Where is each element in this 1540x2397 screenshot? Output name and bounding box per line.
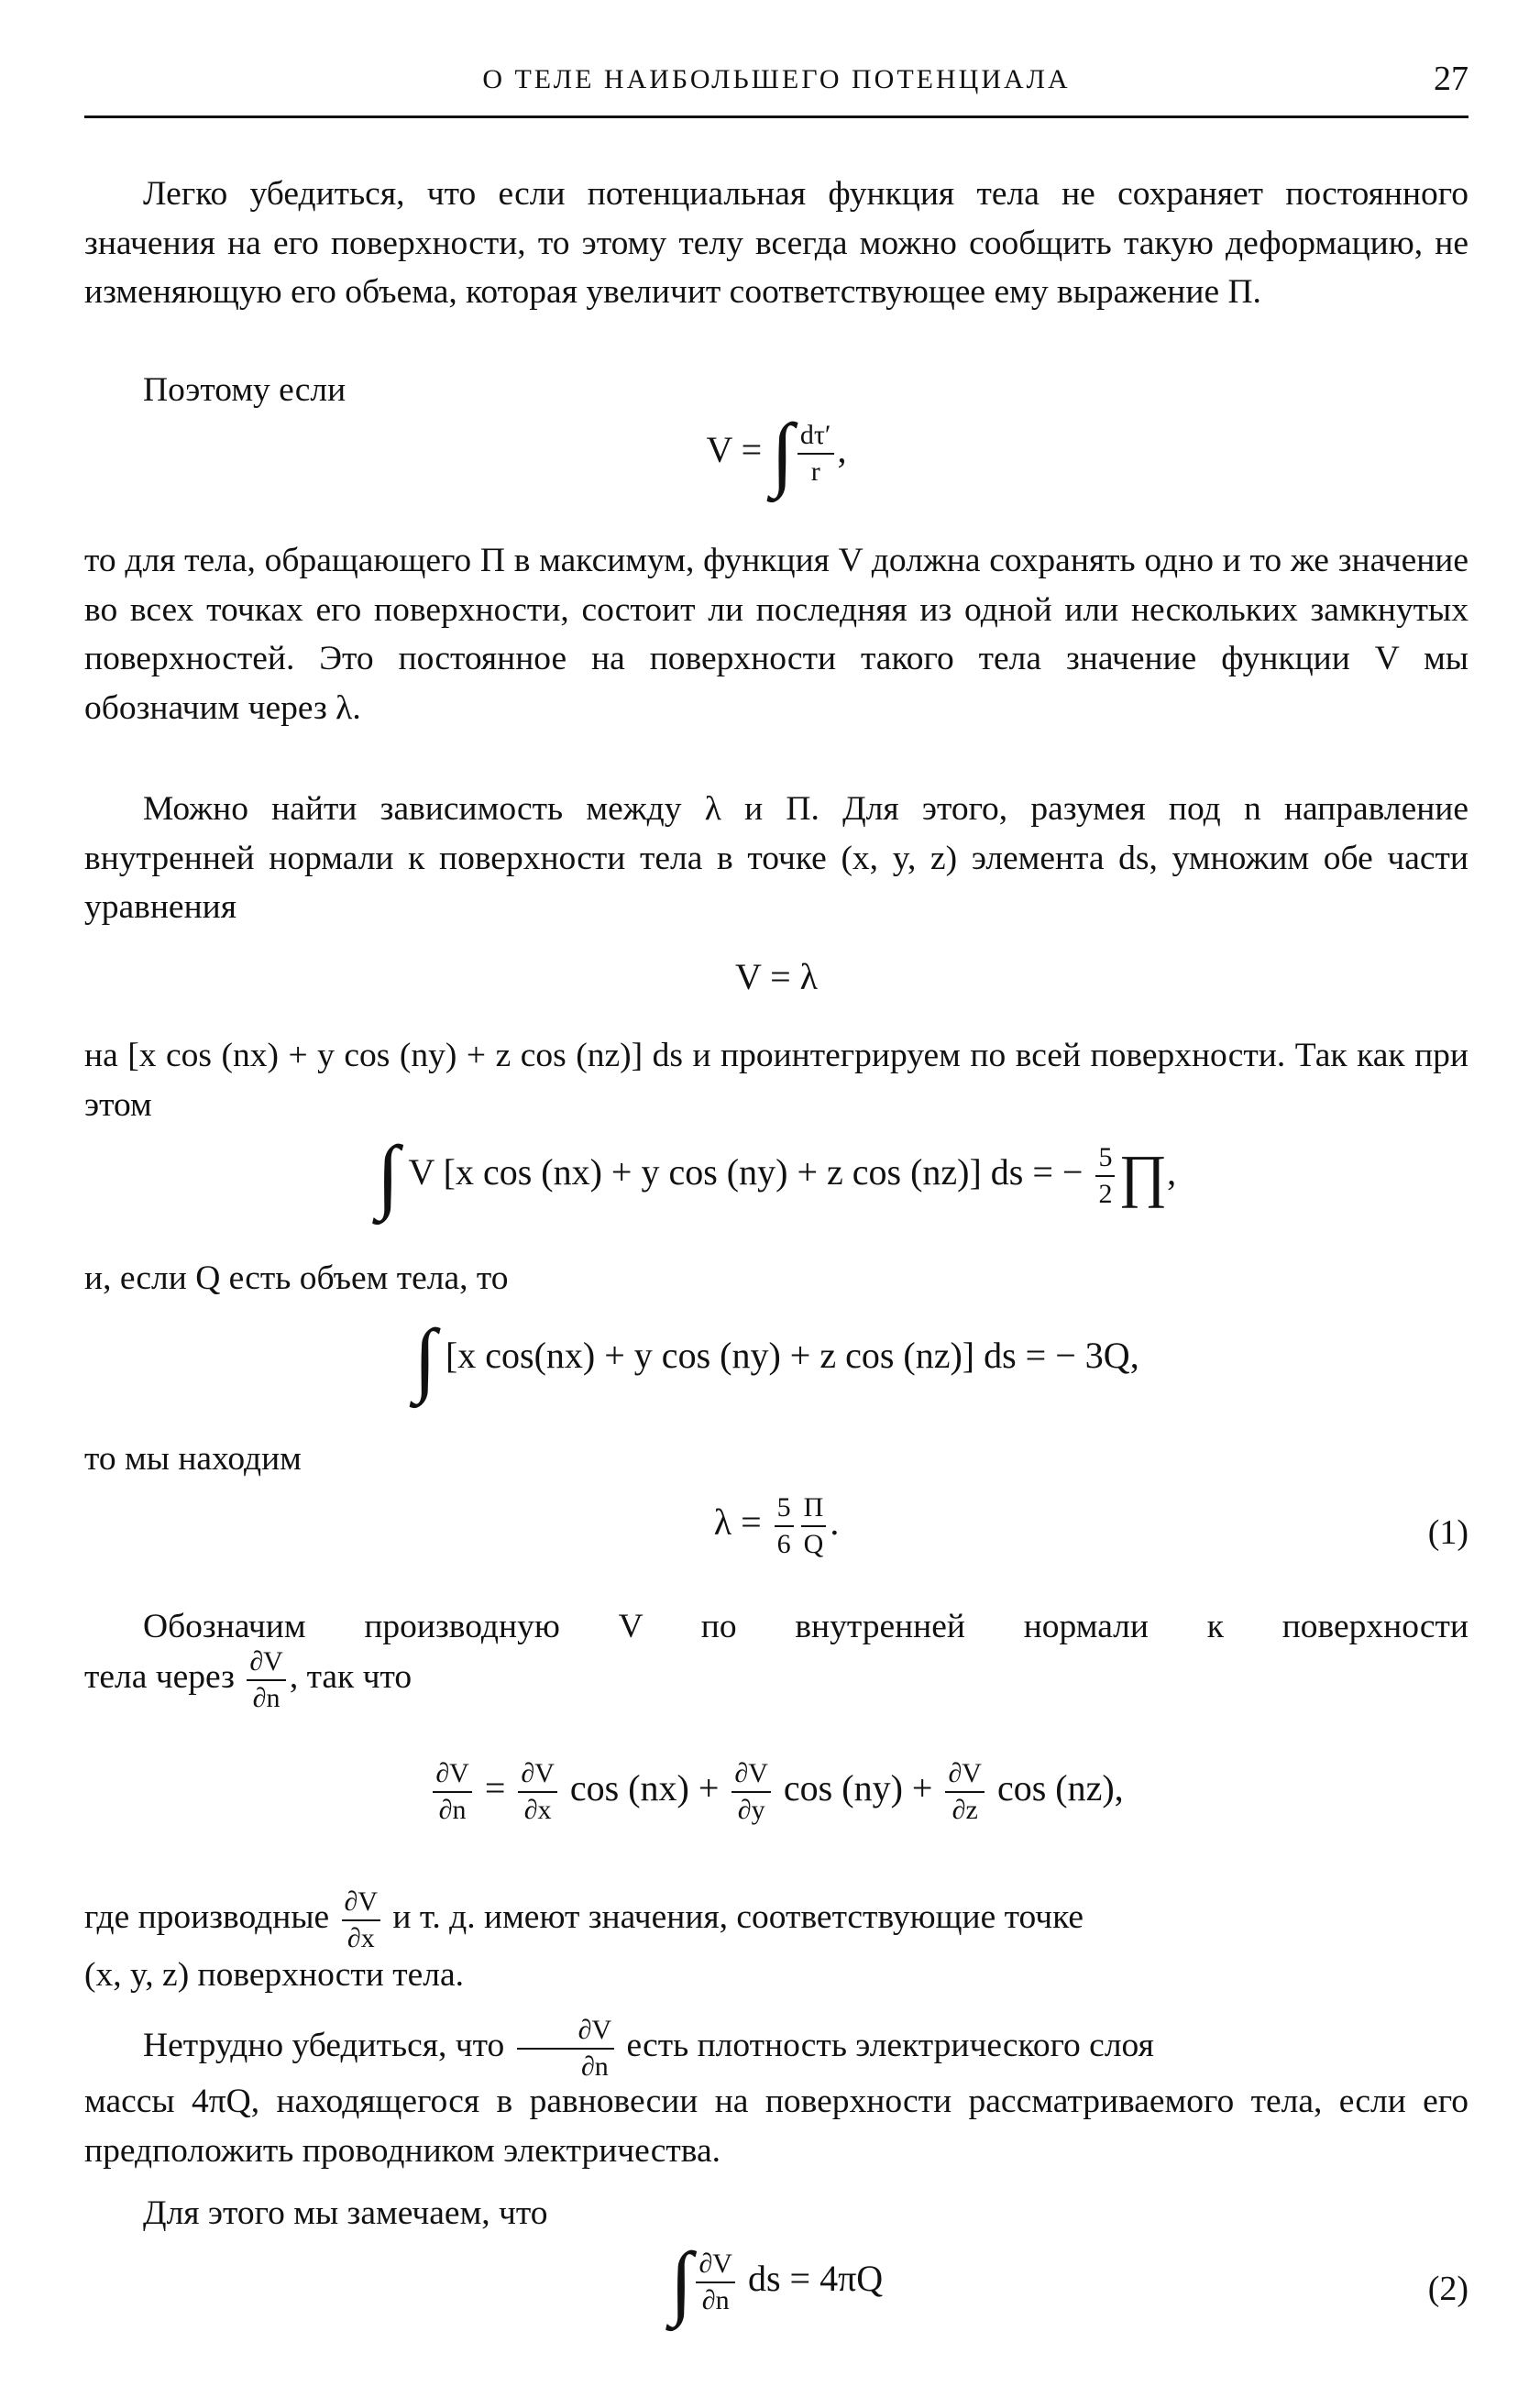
eq-last-tail: ds = 4πQ bbox=[747, 2258, 884, 2300]
eq-int1-tail: , bbox=[1167, 1151, 1177, 1193]
fraction-dv-dn bbox=[696, 2249, 735, 2315]
eq-deriv-term-2: cos (ny) + bbox=[783, 1766, 933, 1809]
product-sign: ∏ bbox=[1118, 1143, 1168, 1208]
frac-numerator: ∂V bbox=[342, 1886, 381, 1921]
running-header bbox=[84, 60, 1468, 119]
paragraph-8a: Обозначим производную V по внутренней нормали к поверхности bbox=[143, 1608, 1468, 1645]
equation-1 bbox=[84, 1492, 1468, 1559]
frac-numerator: ∂V bbox=[518, 1758, 557, 1793]
equation-number-2: (2) bbox=[1427, 2270, 1468, 2308]
eq-deriv-term-3: cos (nz), bbox=[996, 1766, 1124, 1809]
equation-potential bbox=[84, 408, 1468, 499]
frac-denominator: r bbox=[810, 456, 820, 487]
eq-v-equals-lambda: V = λ bbox=[734, 956, 819, 997]
eq-v-tail: , bbox=[837, 429, 847, 471]
frac-numerator: П bbox=[801, 1492, 827, 1527]
fraction-dv-dx bbox=[342, 1886, 381, 1953]
eq-res-tail: . bbox=[830, 1501, 840, 1543]
frac-denominator: ∂n bbox=[438, 1794, 467, 1825]
eq-deriv-term-1: cos (nx) + bbox=[569, 1766, 720, 1809]
eq-int2-body: [x cos(nx) + y cos (ny) + z cos (nz)] ds = − 3Q, bbox=[445, 1335, 1139, 1377]
equation-integral-2 bbox=[84, 1314, 1468, 1404]
fraction-5-6 bbox=[775, 1492, 794, 1559]
frac-denominator: ∂z bbox=[952, 1794, 978, 1825]
frac-denominator: Q bbox=[803, 1528, 824, 1559]
frac-numerator: dτ′ bbox=[798, 420, 834, 455]
frac-denominator: ∂x bbox=[523, 1794, 552, 1825]
equation-integral-1 bbox=[84, 1130, 1468, 1221]
eq-v-left: V = bbox=[706, 429, 763, 471]
fraction-dtau-r bbox=[798, 420, 834, 487]
p8b-pre: тела через bbox=[84, 1658, 235, 1697]
frac-denominator: ∂n bbox=[252, 1682, 280, 1713]
eq-int1-body: V [x cos (nx) + y cos (ny) + z cos (nz)] ds = − bbox=[408, 1151, 1084, 1193]
equation-2 bbox=[84, 2237, 1468, 2327]
p10a-pre: Нетрудно убедиться, что bbox=[143, 2027, 505, 2065]
fraction-dv-dn bbox=[247, 1646, 286, 1713]
frac-denominator: ∂n bbox=[701, 2285, 730, 2315]
fraction-p-q bbox=[801, 1492, 827, 1559]
fraction-dv-dz bbox=[945, 1758, 984, 1825]
frac-numerator: ∂V bbox=[945, 1758, 984, 1793]
p9a-post: и т. д. имеют значения, соответствующие точке bbox=[392, 1898, 1084, 1937]
frac-numerator: ∂V bbox=[247, 1646, 286, 1681]
frac-denominator: ∂n bbox=[580, 2051, 609, 2082]
frac-numerator: ∂V bbox=[517, 2015, 615, 2050]
p9a-pre: где производные bbox=[84, 1898, 330, 1937]
paragraph-9b: (x, y, z) поверхности тела. bbox=[84, 1956, 465, 1994]
integral-sign: ∫ bbox=[771, 408, 794, 499]
frac-numerator: ∂V bbox=[433, 1758, 472, 1793]
paragraph-10a bbox=[84, 2015, 1468, 2082]
paragraph-9a bbox=[84, 1886, 1468, 1953]
fraction-dv-dy bbox=[732, 1758, 771, 1825]
frac-numerator: 5 bbox=[1095, 1142, 1115, 1177]
fraction-dv-dn bbox=[517, 2015, 615, 2082]
equation-derivative bbox=[84, 1758, 1468, 1825]
page-number: 27 bbox=[1434, 60, 1468, 98]
fraction-dv-dx bbox=[518, 1758, 557, 1825]
integral-sign: ∫ bbox=[669, 2237, 693, 2327]
eq-deriv-equals: = bbox=[484, 1766, 506, 1809]
header-rule bbox=[84, 115, 1468, 118]
integral-sign: ∫ bbox=[376, 1130, 400, 1221]
frac-denominator: ∂x bbox=[346, 1922, 375, 1953]
paragraph-5: на [x cos (nx) + y cos (ny) + z cos (nz)] ds и проинтегрируем по всей поверхности. Так как при этом bbox=[84, 1037, 1468, 1124]
equation-number-1: (1) bbox=[1427, 1513, 1468, 1552]
frac-numerator: ∂V bbox=[732, 1758, 771, 1793]
paragraph-6: и, если Q есть объем тела, то bbox=[84, 1259, 509, 1297]
frac-denominator: 2 bbox=[1098, 1179, 1113, 1209]
paragraph-7: то мы находим bbox=[84, 1440, 302, 1478]
paragraph-3: то для тела, обращающего П в максимум, функция V должна сохранять одно и то же значение во всех точках его поверхности, состоит ли последняя из одной или нескольких замкнутых поверхностей. Это постоянное на поверхности такого тела значение функции V мы обозначим через λ. bbox=[84, 542, 1468, 727]
paragraph-2: Поэтому если bbox=[143, 371, 346, 409]
paragraph-11: Для этого мы замечаем, что bbox=[143, 2194, 548, 2232]
equation-v-lambda bbox=[84, 955, 1468, 998]
frac-denominator: 6 bbox=[776, 1528, 791, 1559]
paragraph-4: Можно найти зависимость между λ и П. Для этого, разумея под n направление внутренней нормали к поверхности тела в точке (x, y, z) элемента ds, умножим обе части уравнения bbox=[84, 790, 1468, 926]
p8b-post: , так что bbox=[289, 1658, 412, 1697]
fraction-5-2 bbox=[1095, 1142, 1115, 1209]
paragraph-8b bbox=[84, 1646, 1468, 1713]
fraction-dv-dn bbox=[433, 1758, 472, 1825]
paragraph-1: Легко убедиться, что если потенциальная функция тела не сохраняет постоянного значения на его поверхности, то этому телу всегда можно сообщить такую деформацию, не изменяющую его объема, которая увеличит соответствующее ему выражение П. bbox=[84, 175, 1468, 311]
frac-numerator: ∂V bbox=[696, 2249, 735, 2283]
paragraph-10b: массы 4πQ, находящегося в равновесии на поверхности рассматриваемого тела, если его предположить проводником электричества. bbox=[84, 2083, 1468, 2170]
eq-lambda-left: λ = bbox=[713, 1501, 762, 1543]
p10a-post: есть плотность электрического слоя bbox=[626, 2027, 1154, 2065]
running-title: О ТЕЛЕ НАИБОЛЬШЕГО ПОТЕНЦИАЛА bbox=[482, 64, 1071, 94]
frac-numerator: 5 bbox=[775, 1492, 794, 1527]
frac-denominator: ∂y bbox=[737, 1794, 765, 1825]
integral-sign: ∫ bbox=[413, 1314, 436, 1404]
